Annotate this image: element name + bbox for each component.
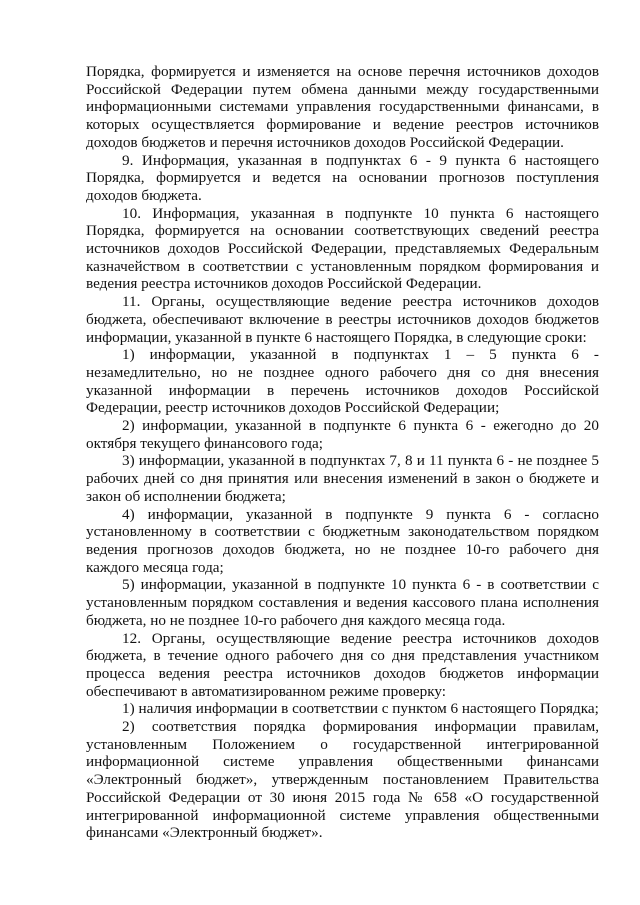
- paragraph-12-item-1: 1) наличия информации в соответствии с пунктом 6 настоящего Порядка;: [122, 700, 599, 718]
- paragraph-11: 11. Органы, осуществляющие ведение реестра источников доходов бюджета, обеспечивают включение в реестры источников доходов бюджетов информации, указанной в пункте 6 настоящего Порядка, в следующие сроки:: [86, 293, 599, 346]
- document-body: [86, 63, 599, 842]
- paragraph-11-item-5: 5) информации, указанной в подпункте 10 пункта 6 - в соответствии с установленным порядком составления и ведения кассового плана исполнения бюджета, но не позднее 10-го рабочего дня каждого месяца года.: [86, 576, 599, 629]
- paragraph-9: 9. Информация, указанная в подпунктах 6 - 9 пункта 6 настоящего Порядка, формируется и ведется на основании прогнозов поступления доходов бюджета.: [86, 151, 599, 204]
- paragraph-11-item-2: 2) информации, указанной в подпункте 6 пункта 6 - ежегодно до 20 октября текущего финансового года;: [86, 417, 599, 452]
- paragraph-11-item-1: 1) информации, указанной в подпунктах 1 – 5 пункта 6 - незамедлительно, но не позднее одного рабочего дня со дня внесения указанной информации в перечень источников доходов Российской Федерации, реестр источников доходов Российской Федерации;: [86, 346, 599, 417]
- paragraph-12: 12. Органы, осуществляющие ведение реестра источников доходов бюджета, в течение одного рабочего дня со дня представления участником процесса ведения реестра источников доходов бюджетов информации обеспечивают в автоматизированном режиме проверку:: [86, 629, 599, 700]
- paragraph-11-item-3: 3) информации, указанной в подпунктах 7, 8 и 11 пункта 6 - не позднее 5 рабочих дней со дня принятия или внесения изменений в закон о бюджете и закон об исполнении бюджета;: [86, 452, 599, 505]
- paragraph-continuation: Порядка, формируется и изменяется на основе перечня источников доходов Российской Федерации путем обмена данными между государственными информационными системами управления государственными финансами, в которых осуществляется формирование и ведение реестров источников доходов бюджетов и перечня источников доходов Российской Федерации.: [86, 63, 599, 151]
- paragraph-12-item-2: 2) соответствия порядка формирования информации правилам, установленным Положением о государственной интегрированной информационной системе управления общественными финансами «Электронный бюджет», утвержденным постановлением Правительства Российской Федерации от 30 июня 2015 года № 658 «О государственной интегрированной информационной системе управления общественными финансами «Электронный бюджет».: [86, 718, 599, 842]
- paragraph-10: 10. Информация, указанная в подпункте 10 пункта 6 настоящего Порядка, формируется на основании соответствующих сведений реестра источников доходов Российской Федерации, представляемых Федеральным казначейством в соответствии с установленным порядком формирования и ведения реестра источников доходов Российской Федерации.: [86, 204, 599, 293]
- paragraph-11-item-4: 4) информации, указанной в подпункте 9 пункта 6 - согласно установленному в соответствии с бюджетным законодательством порядком ведения прогнозов доходов бюджета, но не позднее 10-го рабочего дня каждого месяца года;: [86, 505, 599, 576]
